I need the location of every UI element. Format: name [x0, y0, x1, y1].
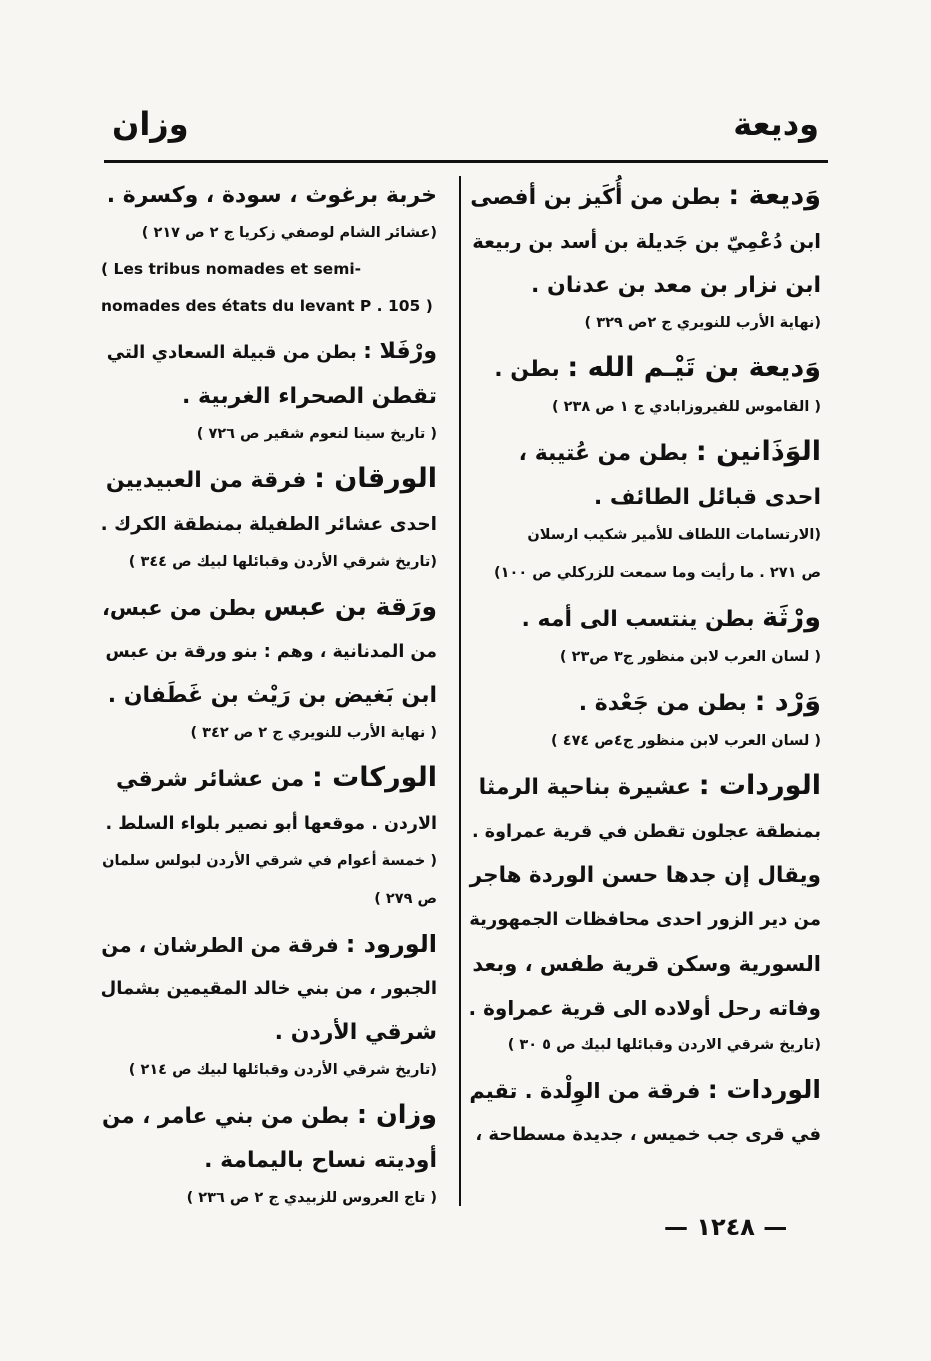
entry-headword: الوركات :	[311, 762, 437, 793]
entry-line	[101, 375, 437, 419]
source-citation: ( تاريخ سينا لنعوم شقير ص ٧٢٦ )	[196, 426, 437, 442]
entry-line	[469, 174, 821, 220]
entry-text: الجبور ، من بني خالد المقيمين بشمال	[100, 978, 437, 999]
source-citation: (تاريخ شرقي الاردن وقبائلها لبيك ص ٥ ٣٠ )	[507, 1037, 821, 1053]
entry	[469, 174, 821, 338]
entry-line	[469, 898, 821, 942]
entry-headword: الوردات :	[707, 1075, 821, 1104]
page-number: — ١٢٤٨ —	[664, 1213, 788, 1241]
source-citation: ( نهاية الأرب للنويري ج ٢ ص ٣٤٢ )	[190, 725, 437, 741]
source-citation: (تاريخ شرقي الأردن وقبائلها لبيك ص ٣٤٤ )	[128, 554, 437, 570]
entry-text: أوديته نساح باليمامة .	[204, 1148, 437, 1173]
entry-line	[469, 1113, 821, 1157]
entry-text: ابن دُعْمِيّ بن جَديلة بن أسد بن ربيعة	[472, 230, 821, 253]
entry-headword: وَديعة بن تَيْـم الله :	[567, 352, 821, 383]
entry-line	[101, 585, 437, 630]
entry-text: من دير الزور احدى محافظات الجمهورية	[469, 909, 821, 930]
entry-line	[101, 1139, 437, 1183]
entry	[469, 680, 821, 756]
entry-line	[469, 1068, 821, 1113]
entry-text: ابن بَغيض بن رَيْث بن غَطَفان .	[107, 683, 437, 708]
entry-text: احدى عشائر الطفيلة بمنطقة الكرك .	[100, 514, 437, 535]
entry-line	[469, 476, 821, 520]
entry-text: بطن من أُكَيز بن أفصى	[470, 185, 721, 210]
entry-line	[101, 457, 437, 503]
entry-line	[469, 596, 821, 642]
entry-headword: الورود :	[345, 930, 437, 958]
entry-text: تقطن الصحراء الغربية .	[182, 384, 437, 409]
source-citation: ص ٢٧٩ )	[374, 891, 437, 907]
entry-text: بطن من قبيلة السعادي التي	[106, 342, 357, 363]
entry-text: فرقة من الطرشان ، من	[101, 933, 339, 957]
entry-line	[469, 986, 821, 1030]
left-column	[101, 174, 437, 1221]
source-citation: ( تاج العروس للزبيدي ج ٢ ص ٢٣٦ )	[186, 1190, 437, 1206]
entry-headword: ورْفَلا :	[363, 339, 437, 364]
entry-line	[469, 430, 821, 476]
entry-text: عشيرة بناحية الرمثا	[478, 775, 692, 800]
entry-line	[101, 174, 437, 218]
entry-text: خربة برغوث ، سودة ، وكسرة .	[106, 183, 437, 208]
entry-line	[469, 680, 821, 726]
source-citation: ( لسان العرب لابن منظور ج٤ص ٤٧٤ )	[551, 733, 821, 749]
entry-headword: الورقان :	[314, 463, 437, 494]
running-head-first-word: وديعة	[733, 105, 819, 143]
entry	[101, 174, 437, 320]
entry-text: بطن من عُتيبة ،	[518, 441, 689, 466]
source-citation: ( لسان العرب لابن منظور ج٣ ص٢٣ )	[559, 649, 821, 665]
entry	[101, 922, 437, 1085]
column-divider	[459, 176, 461, 1206]
entry	[101, 585, 437, 748]
source-citation: ( خمسة أعوام في شرقي الأردن لبولس سلمان	[102, 853, 437, 869]
source-citation: (تاريخ شرقي الأردن وقبائلها لبيك ص ٢١٤ )	[128, 1062, 437, 1078]
source-citation: (نهاية الأرب للنويري ج ٢ص ٣٢٩ )	[584, 315, 821, 331]
running-head-last-word: وزان	[112, 105, 189, 143]
entry-line	[101, 1093, 437, 1139]
entry-line	[101, 1011, 437, 1055]
entry-line	[101, 503, 437, 547]
entry-line	[101, 922, 437, 967]
entry-text: فرقة من الوِلْدة . تقيم	[469, 1079, 701, 1103]
entry-line	[101, 967, 437, 1011]
entry-text: فرقة من العبيديين	[105, 468, 307, 493]
header-rule	[104, 160, 828, 163]
entry-text: ابن نزار بن معد بن عدنان .	[531, 273, 821, 298]
entry-line	[469, 854, 821, 898]
entry-headword: الوَذَانين :	[695, 436, 821, 467]
entry-headword: وَرْد :	[754, 686, 821, 717]
source-citation: (عشائر الشام لوصفي زكريا ج ٢ ص ٢١٧ )	[141, 225, 437, 241]
entry	[469, 1068, 821, 1157]
entry-headword: الوردات :	[698, 770, 821, 801]
source-citation: (الارتسامات اللطاف للأمير شكيب ارسلان	[527, 527, 821, 543]
entry-text: من المدنانية ، وهم : بنو ورقة بن عبس	[105, 642, 437, 662]
entry	[469, 346, 821, 422]
entry-text: احدى قبائل الطائف .	[593, 485, 821, 510]
right-column	[469, 174, 821, 1157]
entry-text: بطن من بني عامر ، من	[102, 1104, 350, 1129]
latin-citation: ( Les tribus nomades et semi-	[101, 260, 362, 278]
entry-text: بطن .	[494, 357, 560, 382]
entry-line	[469, 264, 821, 308]
entry-headword: ورْثَة	[762, 602, 821, 633]
entry	[101, 1093, 437, 1213]
entry-text: ويقال إن جدها حسن الوردة هاجر	[469, 863, 821, 888]
entry-text: بطن من جَعْدة .	[578, 691, 747, 716]
entry-headword: وزان :	[356, 1100, 437, 1130]
entry-line	[101, 674, 437, 718]
entry-line	[101, 330, 437, 375]
entry-line	[469, 220, 821, 264]
entry	[469, 430, 821, 588]
entry-text: وفاته رحل أولاده الى قرية عمراوة .	[468, 996, 821, 1020]
entry-line	[101, 630, 437, 674]
entry	[101, 756, 437, 914]
entry-headword: ورَقة بن عبس	[263, 592, 437, 621]
entry-line	[101, 802, 437, 846]
latin-citation: nomades des états du levant P . 105 )	[101, 297, 433, 315]
entry-line	[101, 756, 437, 802]
entry-text: بطن ينتسب الى أمه .	[521, 607, 755, 632]
entry	[469, 596, 821, 672]
entry-text: السورية وسكن قرية طفس ، وبعد	[472, 952, 821, 976]
source-citation: ( القاموس للفيروزابادي ج ١ ص ٢٣٨ )	[551, 399, 821, 415]
entry	[101, 457, 437, 577]
entry	[469, 764, 821, 1060]
entry-text: من عشائر شرقي	[115, 767, 305, 792]
entry-line	[469, 942, 821, 986]
entry-line	[469, 810, 821, 854]
entry-text: الاردن . موقعها أبو نصير بلواء السلط .	[105, 814, 437, 834]
source-citation: ص ٢٧١ . ما رأيت وما سمعت للزركلي ص ١٠٠)	[494, 565, 821, 581]
entry-text: بطن من عبس،	[101, 596, 257, 620]
entry-line	[469, 346, 821, 392]
entry-text: في قرى جب خميس ، جديدة مسطاحة ،	[475, 1124, 821, 1145]
entry	[101, 330, 437, 449]
entry-line	[469, 764, 821, 810]
entry-text: بمنطقة عجلون تقطن في قرية عمراوة .	[472, 822, 821, 842]
entry-text: شرقي الأردن .	[274, 1020, 437, 1045]
entry-headword: وَديعة :	[728, 180, 821, 211]
